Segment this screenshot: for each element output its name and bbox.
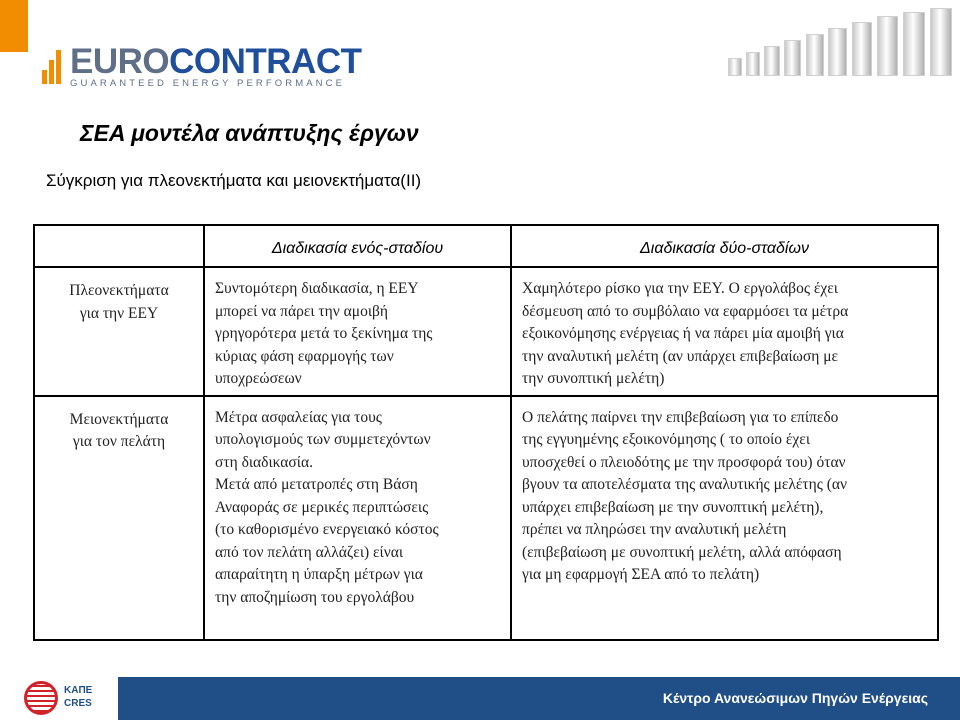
- logo-bars-icon: [42, 48, 64, 84]
- header-empty-cell: [34, 225, 204, 267]
- table-header-row: [34, 225, 938, 267]
- row-label-disadvantages: Μειονεκτήματα για τον πελάτη: [34, 396, 204, 640]
- disadvantages-two-stage-cell: Ο πελάτης παίρνει την επιβεβαίωση για το επίπεδο της εγγυημένης εξοικονόμησης ( το οποίο έχει υποσχεθεί ο πλειοδότης με την προσφορά του) όταν βγουν τα αποτελέσματα της αναλυτικής μελέτης (αν υπάρχει επιβεβαίωση με την συνοπτική μελέτη), πρέπει να πληρώσει την αναλυτική μελέτη (επιβεβαίωση με συνοπτική μελέτη, αλλά απόφαση για μη εφαρμογή ΣΕΑ από το πελάτη): [511, 396, 938, 640]
- kape-logo-text: ΚΑΠΕ CRES: [64, 685, 93, 709]
- table-row: [34, 396, 938, 640]
- table-row: [34, 267, 938, 396]
- comparison-table: [33, 224, 939, 641]
- disadvantages-one-stage-cell: Μέτρα ασφαλείας για τους υπολογισμούς των συμμετεχόντων στη διαδικασία. Μετά από μετατροπές στη Βάση Αναφοράς σε μερικές περιπτώσεις (το καθορισμένο ενεργειακό κόστος από τον πελάτη αλλάζει) είναι απαραίτητη η ύπαρξη μέτρων για την αποζημίωση του εργολάβου: [204, 396, 511, 640]
- orange-accent-bar: [0, 0, 28, 52]
- logo-wordmark: EUROCONTRACT: [70, 42, 362, 81]
- footer-organization-name: Κέντρο Ανανεώσιμων Πηγών Ενέργειας: [662, 690, 928, 706]
- header-one-stage: Διαδικασία ενός-σταδίου: [204, 225, 511, 267]
- advantages-one-stage-cell: Συντομότερη διαδικασία, η ΕΕΥ μπορεί να πάρει την αμοιβή γρηγορότερα μετά το ξεκίνημα της κύριας φάση εφαρμογής των υποχρεώσεων: [204, 267, 511, 396]
- kape-logo: [0, 677, 118, 720]
- advantages-two-stage-cell: Χαμηλότερο ρίσκο για την ΕΕΥ. Ο εργολάβος έχει δέσμευση από το συμβόλαιο να εφαρμόσει τα μέτρα εξοικονόμησης ενέργειας ή να πάρει μία αμοιβή για την αναλυτική μελέτη (αν υπάρχει επιβεβαίωση με την συνοπτική μελέτη): [511, 267, 938, 396]
- kape-emblem-icon: [24, 681, 58, 715]
- header-two-stage: Διαδικασία δύο-σταδίων: [511, 225, 938, 267]
- page-title: ΣΕΑ μοντέλα ανάπτυξης έργων: [80, 120, 419, 146]
- eurocontract-logo: [42, 42, 372, 89]
- footer-bar: [0, 677, 960, 720]
- page-subtitle: Σύγκριση για πλεονεκτήματα και μειονεκτήματα(ΙΙ): [46, 171, 422, 190]
- logo-tagline: GUARANTEED ENERGY PERFORMANCE: [70, 78, 346, 89]
- decorative-bars-graphic: [728, 8, 954, 76]
- row-label-advantages: Πλεονεκτήματα για την ΕΕΥ: [34, 267, 204, 396]
